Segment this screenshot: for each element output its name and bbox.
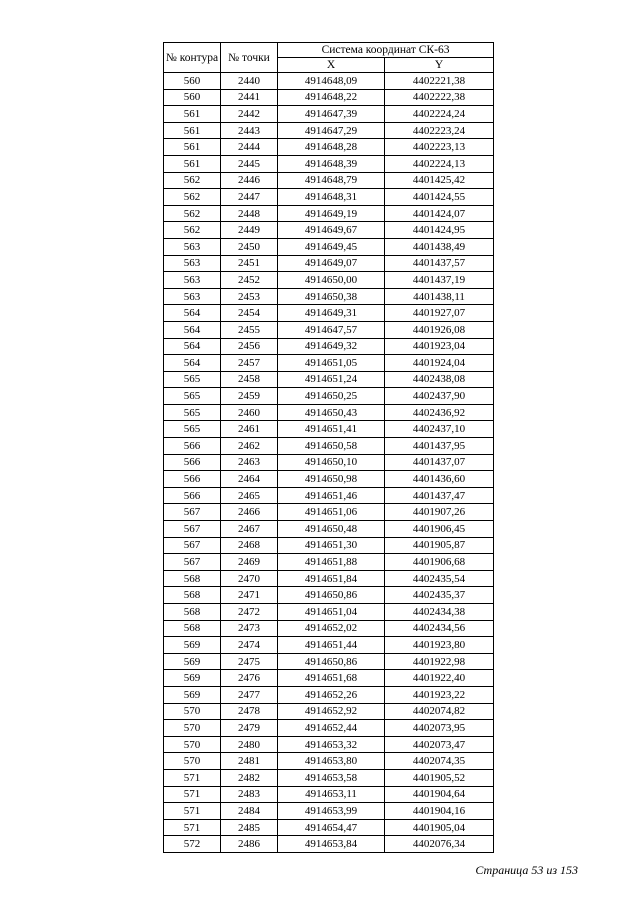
table-row	[164, 686, 494, 703]
cell-point: 2486	[221, 836, 278, 853]
cell-contour: 570	[164, 753, 221, 770]
cell-x: 4914647,57	[278, 321, 385, 338]
cell-y: 4401905,52	[385, 769, 494, 786]
cell-x: 4914647,29	[278, 122, 385, 139]
table-row	[164, 272, 494, 289]
cell-x: 4914648,22	[278, 89, 385, 106]
cell-y: 4402223,24	[385, 122, 494, 139]
cell-contour: 566	[164, 454, 221, 471]
cell-contour: 571	[164, 819, 221, 836]
table-row	[164, 504, 494, 521]
table-row	[164, 155, 494, 172]
table-row	[164, 238, 494, 255]
cell-x: 4914648,28	[278, 139, 385, 156]
cell-contour: 568	[164, 604, 221, 621]
cell-y: 4402224,13	[385, 155, 494, 172]
cell-y: 4401904,16	[385, 803, 494, 820]
table-row	[164, 819, 494, 836]
cell-x: 4914648,09	[278, 73, 385, 90]
cell-contour: 562	[164, 222, 221, 239]
cell-x: 4914650,43	[278, 404, 385, 421]
cell-point: 2453	[221, 288, 278, 305]
cell-point: 2485	[221, 819, 278, 836]
cell-y: 4401436,60	[385, 471, 494, 488]
table-row	[164, 720, 494, 737]
cell-y: 4401905,04	[385, 819, 494, 836]
cell-x: 4914649,31	[278, 305, 385, 322]
cell-x: 4914651,04	[278, 604, 385, 621]
cell-contour: 563	[164, 238, 221, 255]
cell-point: 2476	[221, 670, 278, 687]
cell-y: 4401438,49	[385, 238, 494, 255]
cell-contour: 570	[164, 736, 221, 753]
cell-contour: 564	[164, 355, 221, 372]
cell-point: 2447	[221, 189, 278, 206]
table-row	[164, 803, 494, 820]
cell-y: 4402222,38	[385, 89, 494, 106]
table-row	[164, 122, 494, 139]
cell-y: 4401926,08	[385, 321, 494, 338]
cell-y: 4401425,42	[385, 172, 494, 189]
cell-x: 4914651,24	[278, 371, 385, 388]
table-row	[164, 786, 494, 803]
cell-contour: 570	[164, 703, 221, 720]
cell-contour: 562	[164, 205, 221, 222]
cell-x: 4914647,39	[278, 106, 385, 123]
cell-point: 2479	[221, 720, 278, 737]
cell-point: 2470	[221, 570, 278, 587]
cell-y: 4401923,80	[385, 637, 494, 654]
cell-point: 2464	[221, 471, 278, 488]
cell-x: 4914650,10	[278, 454, 385, 471]
table-row	[164, 736, 494, 753]
cell-point: 2458	[221, 371, 278, 388]
cell-y: 4401906,45	[385, 521, 494, 538]
cell-y: 4401905,87	[385, 537, 494, 554]
cell-point: 2473	[221, 620, 278, 637]
cell-contour: 567	[164, 504, 221, 521]
cell-y: 4401437,95	[385, 438, 494, 455]
cell-x: 4914649,67	[278, 222, 385, 239]
cell-y: 4402437,90	[385, 388, 494, 405]
table-row	[164, 255, 494, 272]
cell-y: 4402074,35	[385, 753, 494, 770]
cell-contour: 568	[164, 570, 221, 587]
cell-x: 4914651,30	[278, 537, 385, 554]
coordinates-table	[163, 42, 494, 853]
cell-y: 4402224,24	[385, 106, 494, 123]
table-row	[164, 305, 494, 322]
cell-point: 2466	[221, 504, 278, 521]
table-row	[164, 189, 494, 206]
cell-x: 4914651,06	[278, 504, 385, 521]
cell-contour: 569	[164, 686, 221, 703]
table-row	[164, 321, 494, 338]
cell-x: 4914652,26	[278, 686, 385, 703]
cell-y: 4401437,57	[385, 255, 494, 272]
cell-point: 2467	[221, 521, 278, 538]
table-row	[164, 670, 494, 687]
cell-point: 2444	[221, 139, 278, 156]
cell-y: 4401904,64	[385, 786, 494, 803]
cell-y: 4402073,47	[385, 736, 494, 753]
cell-point: 2445	[221, 155, 278, 172]
table-row	[164, 471, 494, 488]
cell-x: 4914651,46	[278, 487, 385, 504]
cell-x: 4914650,86	[278, 587, 385, 604]
table-row	[164, 338, 494, 355]
cell-point: 2455	[221, 321, 278, 338]
cell-y: 4402223,13	[385, 139, 494, 156]
cell-contour: 565	[164, 388, 221, 405]
cell-point: 2463	[221, 454, 278, 471]
cell-x: 4914652,44	[278, 720, 385, 737]
cell-contour: 564	[164, 338, 221, 355]
cell-x: 4914649,19	[278, 205, 385, 222]
cell-x: 4914654,47	[278, 819, 385, 836]
table-row	[164, 388, 494, 405]
header-x: X	[278, 58, 385, 73]
cell-y: 4401923,04	[385, 338, 494, 355]
cell-contour: 563	[164, 255, 221, 272]
cell-contour: 569	[164, 653, 221, 670]
cell-x: 4914650,98	[278, 471, 385, 488]
cell-point: 2484	[221, 803, 278, 820]
cell-point: 2450	[221, 238, 278, 255]
cell-point: 2468	[221, 537, 278, 554]
cell-y: 4402436,92	[385, 404, 494, 421]
cell-x: 4914648,79	[278, 172, 385, 189]
cell-contour: 560	[164, 73, 221, 90]
table-row	[164, 620, 494, 637]
cell-y: 4401424,95	[385, 222, 494, 239]
table-row	[164, 604, 494, 621]
cell-x: 4914653,84	[278, 836, 385, 853]
cell-x: 4914648,39	[278, 155, 385, 172]
cell-contour: 563	[164, 288, 221, 305]
cell-contour: 568	[164, 620, 221, 637]
cell-contour: 562	[164, 189, 221, 206]
cell-point: 2459	[221, 388, 278, 405]
cell-point: 2472	[221, 604, 278, 621]
cell-point: 2461	[221, 421, 278, 438]
cell-y: 4401922,98	[385, 653, 494, 670]
cell-point: 2449	[221, 222, 278, 239]
cell-x: 4914652,92	[278, 703, 385, 720]
cell-contour: 567	[164, 521, 221, 538]
cell-contour: 570	[164, 720, 221, 737]
cell-contour: 567	[164, 537, 221, 554]
cell-point: 2471	[221, 587, 278, 604]
cell-y: 4401437,47	[385, 487, 494, 504]
cell-contour: 571	[164, 769, 221, 786]
table-row	[164, 554, 494, 571]
table-row	[164, 587, 494, 604]
table-row	[164, 172, 494, 189]
cell-contour: 561	[164, 122, 221, 139]
cell-point: 2456	[221, 338, 278, 355]
cell-x: 4914651,68	[278, 670, 385, 687]
cell-contour: 569	[164, 670, 221, 687]
cell-point: 2442	[221, 106, 278, 123]
cell-point: 2460	[221, 404, 278, 421]
cell-point: 2480	[221, 736, 278, 753]
cell-y: 4401922,40	[385, 670, 494, 687]
table-row	[164, 438, 494, 455]
cell-point: 2448	[221, 205, 278, 222]
cell-contour: 564	[164, 305, 221, 322]
table-row	[164, 404, 494, 421]
header-contour: № контура	[164, 43, 221, 73]
cell-point: 2469	[221, 554, 278, 571]
cell-point: 2462	[221, 438, 278, 455]
table-row	[164, 836, 494, 853]
table-row	[164, 537, 494, 554]
header-coordinate-system: Система координат СК-63	[278, 43, 494, 58]
cell-contour: 566	[164, 471, 221, 488]
cell-y: 4402435,37	[385, 587, 494, 604]
cell-y: 4401424,07	[385, 205, 494, 222]
table-row	[164, 753, 494, 770]
cell-x: 4914651,88	[278, 554, 385, 571]
table-row	[164, 288, 494, 305]
cell-point: 2483	[221, 786, 278, 803]
cell-contour: 566	[164, 438, 221, 455]
cell-y: 4401437,07	[385, 454, 494, 471]
table-row	[164, 570, 494, 587]
table-row	[164, 106, 494, 123]
cell-contour: 564	[164, 321, 221, 338]
table-body	[164, 73, 494, 853]
cell-x: 4914653,32	[278, 736, 385, 753]
cell-y: 4401923,22	[385, 686, 494, 703]
cell-y: 4402073,95	[385, 720, 494, 737]
cell-point: 2454	[221, 305, 278, 322]
cell-x: 4914650,58	[278, 438, 385, 455]
cell-y: 4402221,38	[385, 73, 494, 90]
cell-contour: 567	[164, 554, 221, 571]
cell-x: 4914650,25	[278, 388, 385, 405]
cell-contour: 561	[164, 106, 221, 123]
cell-x: 4914651,44	[278, 637, 385, 654]
cell-contour: 560	[164, 89, 221, 106]
cell-contour: 568	[164, 587, 221, 604]
cell-point: 2475	[221, 653, 278, 670]
header-point: № точки	[221, 43, 278, 73]
cell-contour: 566	[164, 487, 221, 504]
cell-contour: 565	[164, 404, 221, 421]
cell-contour: 562	[164, 172, 221, 189]
page-number: Страница 53 из 153	[475, 863, 578, 877]
table-row	[164, 222, 494, 239]
cell-y: 4401437,19	[385, 272, 494, 289]
table-row	[164, 371, 494, 388]
cell-point: 2440	[221, 73, 278, 90]
cell-x: 4914649,45	[278, 238, 385, 255]
table-row	[164, 521, 494, 538]
cell-point: 2478	[221, 703, 278, 720]
cell-x: 4914651,05	[278, 355, 385, 372]
cell-point: 2482	[221, 769, 278, 786]
table-row	[164, 139, 494, 156]
cell-contour: 561	[164, 139, 221, 156]
cell-x: 4914651,41	[278, 421, 385, 438]
table-row	[164, 653, 494, 670]
cell-contour: 571	[164, 786, 221, 803]
cell-x: 4914649,32	[278, 338, 385, 355]
cell-point: 2452	[221, 272, 278, 289]
cell-y: 4401906,68	[385, 554, 494, 571]
cell-y: 4401424,55	[385, 189, 494, 206]
cell-x: 4914650,86	[278, 653, 385, 670]
cell-point: 2451	[221, 255, 278, 272]
cell-point: 2465	[221, 487, 278, 504]
cell-y: 4401924,04	[385, 355, 494, 372]
table-row	[164, 421, 494, 438]
cell-x: 4914648,31	[278, 189, 385, 206]
cell-point: 2446	[221, 172, 278, 189]
cell-x: 4914652,02	[278, 620, 385, 637]
cell-y: 4402434,56	[385, 620, 494, 637]
cell-y: 4401927,07	[385, 305, 494, 322]
cell-y: 4402434,38	[385, 604, 494, 621]
cell-point: 2441	[221, 89, 278, 106]
header-y: Y	[385, 58, 494, 73]
cell-contour: 572	[164, 836, 221, 853]
cell-x: 4914651,84	[278, 570, 385, 587]
table-header	[164, 43, 494, 73]
cell-contour: 571	[164, 803, 221, 820]
table-row	[164, 454, 494, 471]
cell-contour: 565	[164, 421, 221, 438]
cell-x: 4914653,99	[278, 803, 385, 820]
cell-x: 4914653,58	[278, 769, 385, 786]
cell-x: 4914649,07	[278, 255, 385, 272]
cell-contour: 569	[164, 637, 221, 654]
cell-y: 4402076,34	[385, 836, 494, 853]
cell-y: 4402074,82	[385, 703, 494, 720]
table-row	[164, 637, 494, 654]
cell-x: 4914650,48	[278, 521, 385, 538]
table-row	[164, 487, 494, 504]
cell-y: 4401438,11	[385, 288, 494, 305]
cell-y: 4402438,08	[385, 371, 494, 388]
cell-x: 4914650,00	[278, 272, 385, 289]
table-row	[164, 703, 494, 720]
cell-x: 4914653,11	[278, 786, 385, 803]
table-row	[164, 205, 494, 222]
cell-y: 4401907,26	[385, 504, 494, 521]
cell-contour: 561	[164, 155, 221, 172]
cell-y: 4402435,54	[385, 570, 494, 587]
cell-point: 2457	[221, 355, 278, 372]
cell-point: 2477	[221, 686, 278, 703]
cell-x: 4914650,38	[278, 288, 385, 305]
cell-contour: 563	[164, 272, 221, 289]
cell-x: 4914653,80	[278, 753, 385, 770]
cell-contour: 565	[164, 371, 221, 388]
cell-y: 4402437,10	[385, 421, 494, 438]
cell-point: 2443	[221, 122, 278, 139]
table-row	[164, 769, 494, 786]
cell-point: 2474	[221, 637, 278, 654]
cell-point: 2481	[221, 753, 278, 770]
table-row	[164, 73, 494, 90]
table-row	[164, 355, 494, 372]
table-row	[164, 89, 494, 106]
